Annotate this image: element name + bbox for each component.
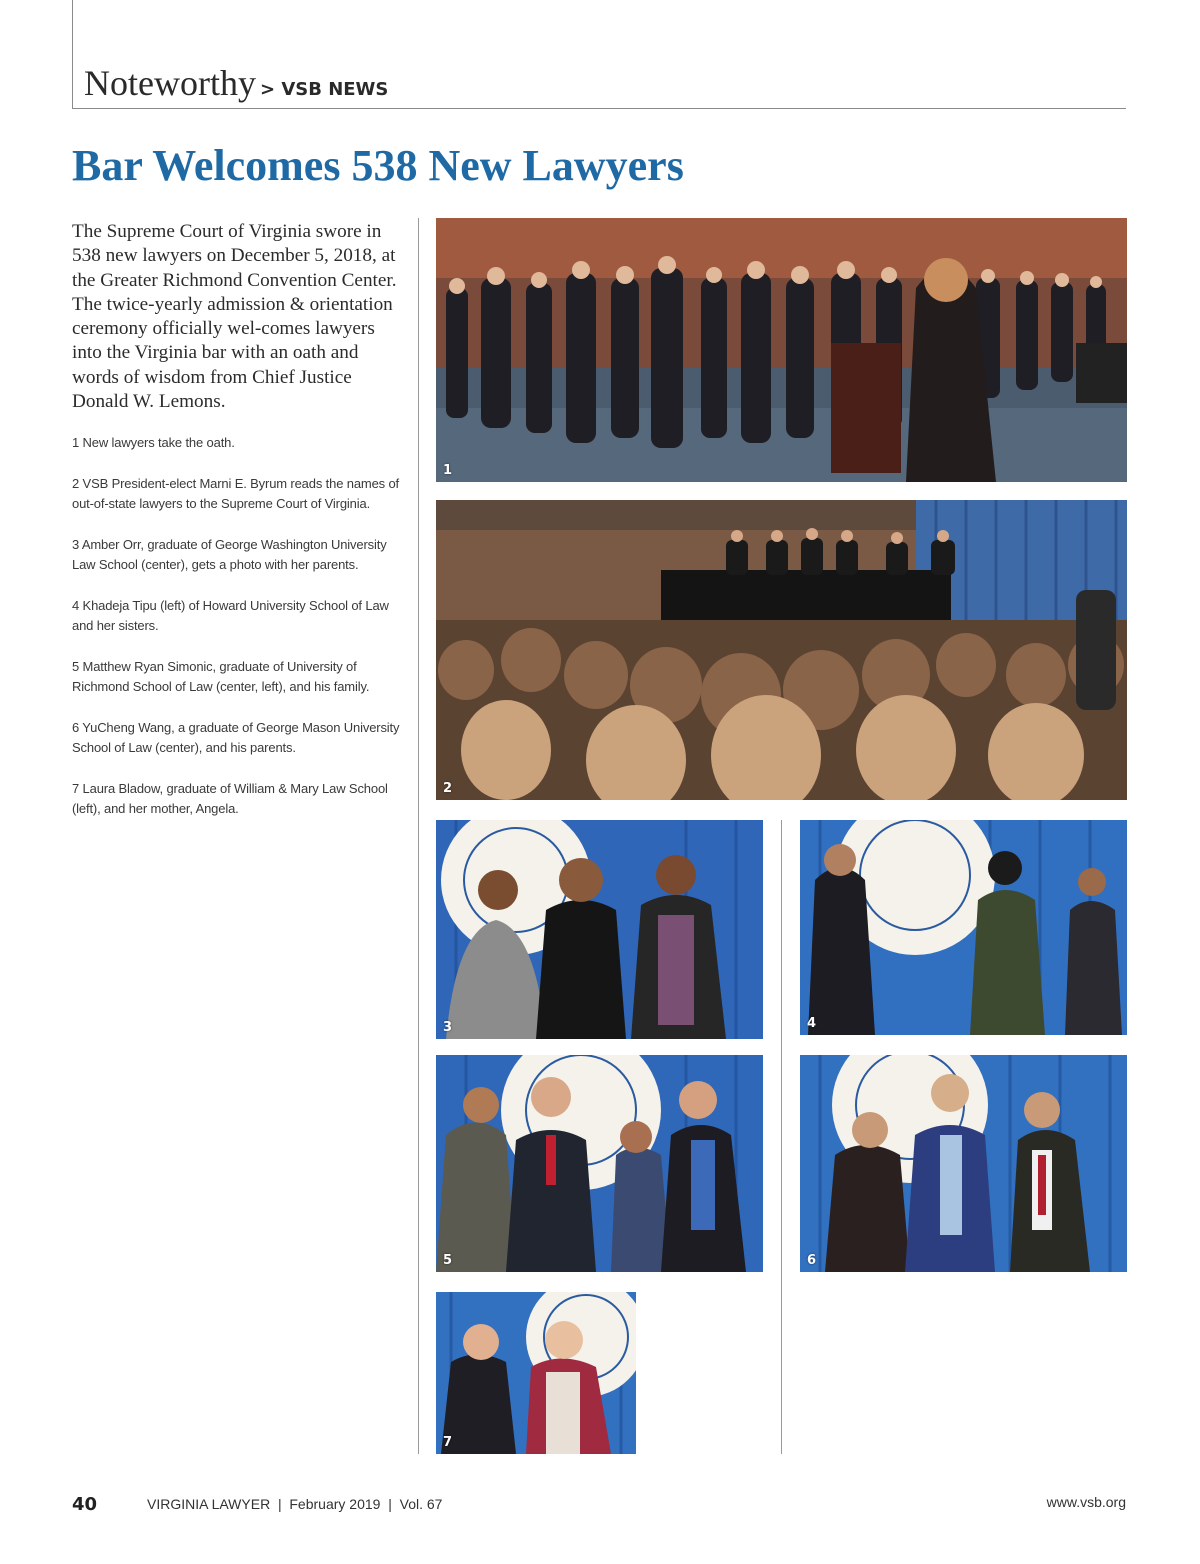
- photo-supreme-court-bench: [436, 500, 1127, 800]
- caption-3: 3 Amber Orr, graduate of George Washington University Law School (center), gets a photo with her parents.: [72, 536, 387, 572]
- photo-amber-orr-family: [436, 820, 763, 1039]
- header-horizontal-rule: [72, 108, 1126, 109]
- website-url: www.vsb.org: [1046, 1494, 1126, 1510]
- article-headline: Bar Welcomes 538 New Lawyers: [72, 141, 684, 190]
- photo-khadeja-tipu-sisters: [800, 820, 1127, 1035]
- photo-captions: [72, 433, 408, 840]
- photo-number: 1: [443, 463, 453, 478]
- caption-6: 6 YuCheng Wang, a graduate of George Mason University School of Law (center), and his parents.: [72, 719, 400, 755]
- article-intro: The Supreme Court of Virginia swore in 538 new lawyers on December 5, 2018, at the Greater Richmond Convention Center. The twice-yearly admission & orientation ceremony officially wel-comes lawyers into the Virginia bar with an oath and words of wisdom from Chief Justice Donald W. Lemons.: [72, 221, 397, 413]
- left-column-rule: [418, 218, 419, 1454]
- caption-5: 5 Matthew Ryan Simonic, graduate of University of Richmond School of Law (center, left), and his family.: [72, 658, 370, 694]
- section-subtitle: > VSB NEWS: [259, 79, 389, 100]
- header-vertical-rule: [72, 0, 73, 108]
- section-title: Noteworthy: [84, 63, 256, 103]
- caption-2: 2 VSB President-elect Marni E. Byrum reads the names of out-of-state lawyers to the Supreme Court of Virginia.: [72, 475, 400, 511]
- caption-7: 7 Laura Bladow, graduate of William & Mary Law School (left), and her mother, Angela.: [72, 780, 388, 816]
- photo-number: 5: [443, 1253, 453, 1268]
- photo-number: 2: [443, 781, 453, 796]
- photo-laura-bladow-mother: [436, 1292, 636, 1454]
- photo-1-image: [436, 218, 1127, 482]
- photo-5-image: [436, 1055, 763, 1272]
- caption-1: 1 New lawyers take the oath.: [72, 435, 235, 450]
- photo-7-image: [436, 1292, 636, 1454]
- photo-number: 4: [807, 1016, 817, 1031]
- photo-3-image: [436, 820, 763, 1039]
- page-number: 40: [72, 1494, 98, 1515]
- photo-2-image: [436, 500, 1127, 800]
- photo-6-image: [800, 1055, 1127, 1272]
- section-header: [84, 62, 388, 104]
- photo-oath-ceremony: [436, 218, 1127, 482]
- photo-number: 6: [807, 1253, 817, 1268]
- photo-number: 7: [443, 1435, 453, 1450]
- photo-simonic-family: [436, 1055, 763, 1272]
- caption-4: 4 Khadeja Tipu (left) of Howard University School of Law and her sisters.: [72, 597, 389, 633]
- photo-yucheng-wang-parents: [800, 1055, 1127, 1272]
- right-column-rule: [781, 820, 782, 1454]
- photo-number: 3: [443, 1020, 453, 1035]
- photo-4-image: [800, 820, 1127, 1035]
- magazine-info: VIRGINIA LAWYER | February 2019 | Vol. 67: [147, 1496, 443, 1512]
